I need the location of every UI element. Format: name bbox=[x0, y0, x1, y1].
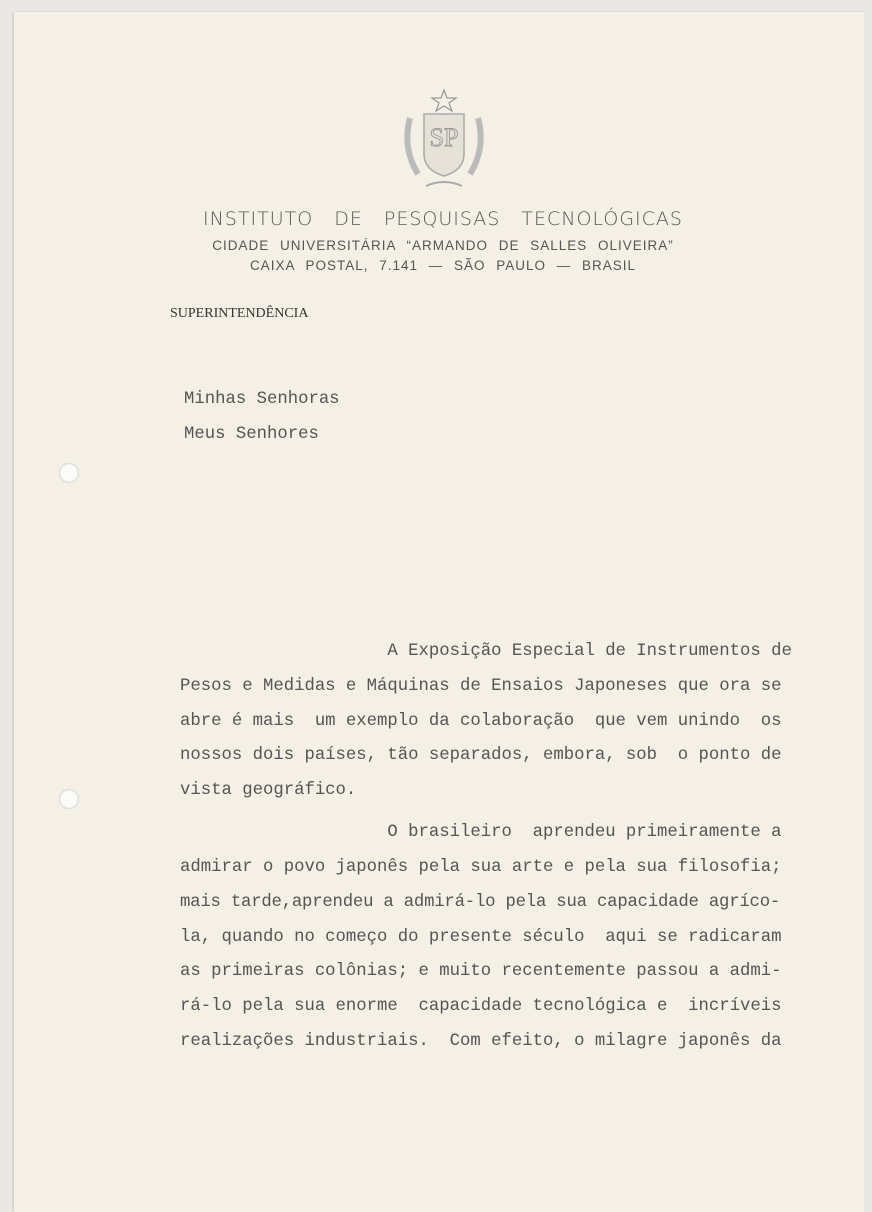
body-line: mais tarde,aprendeu a admirá-lo pela sua capacidade agríco- bbox=[180, 893, 781, 912]
body-line: la, quando no começo do presente século aqui se radicaram bbox=[180, 928, 782, 947]
punch-hole bbox=[59, 463, 79, 483]
body-line: vista geográfico. bbox=[180, 781, 357, 800]
body-line: A Exposição Especial de Instrumentos de bbox=[180, 642, 792, 661]
body-line: abre é mais um exemplo da colaboração que vem unindo os bbox=[180, 712, 782, 731]
body-line: Pesos e Medidas e Máquinas de Ensaios Japoneses que ora se bbox=[180, 677, 782, 696]
address-line-2: CAIXA POSTAL, 7.141 — SÃO PAULO — BRASIL bbox=[249, 258, 637, 273]
body-line: as primeiras colônias; e muito recentemente passou a admi- bbox=[180, 962, 782, 981]
body-line: admirar o povo japonês pela sua arte e pela sua filosofia; bbox=[180, 858, 782, 877]
salutation-line: Minhas Senhoras bbox=[184, 390, 340, 409]
body-line: rá-lo pela sua enorme capacidade tecnológica e incríveis bbox=[180, 997, 782, 1016]
salutation-line: Meus Senhores bbox=[184, 425, 319, 444]
svg-text:SP: SP bbox=[429, 123, 459, 152]
sao-paulo-coat-of-arms-seal bbox=[396, 88, 492, 192]
body-line: realizações industriais. Com efeito, o milagre japonês da bbox=[180, 1032, 782, 1051]
body-line: nossos dois países, tão separados, embora, sob o ponto de bbox=[180, 746, 782, 765]
department-label: SUPERINTENDÊNCIA bbox=[170, 306, 309, 321]
punch-hole bbox=[59, 789, 79, 809]
body-line: O brasileiro aprendeu primeiramente a bbox=[180, 823, 782, 842]
address-line-1: CIDADE UNIVERSITÁRIA “ARMANDO DE SALLES OLIVEIRA” bbox=[212, 238, 674, 253]
institution-name: INSTITUTO DE PESQUISAS TECNOLÓGICAS bbox=[203, 208, 683, 230]
